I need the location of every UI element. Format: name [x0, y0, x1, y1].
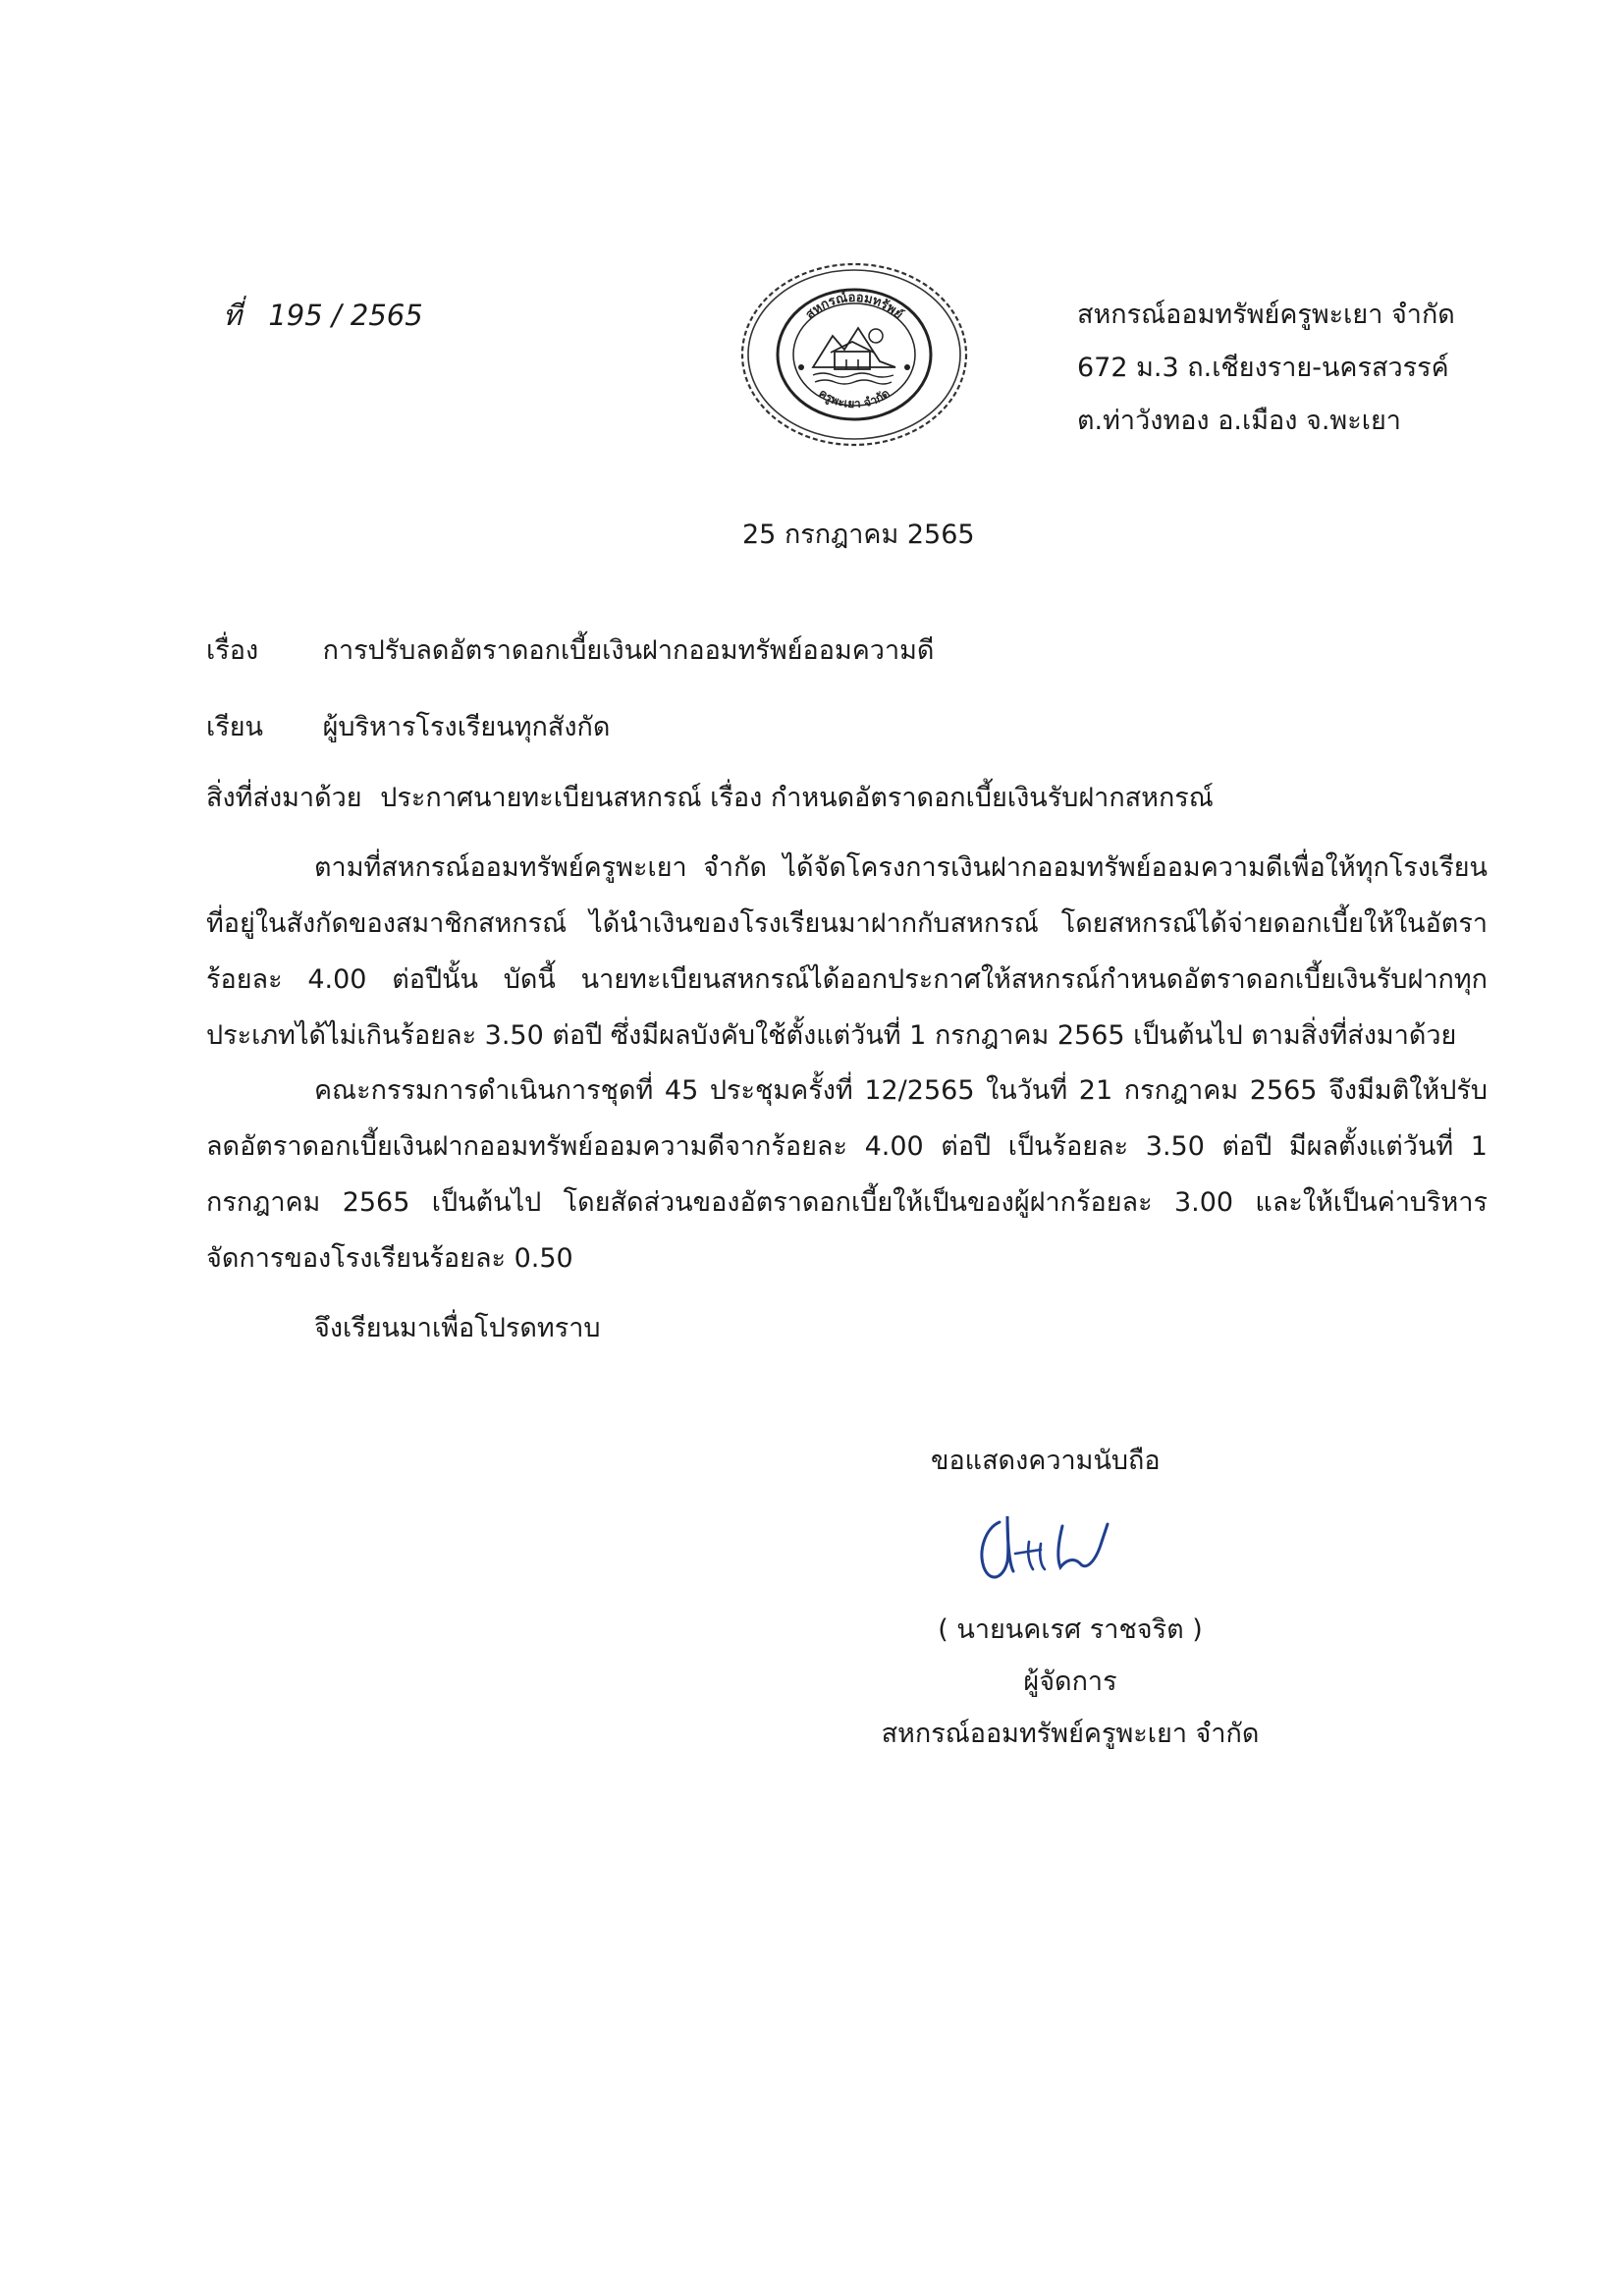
svg-text:สหกรณ์ออมทรัพย์: [803, 290, 906, 322]
signer-organization: สหกรณ์ออมทรัพย์ครูพะเยา จำกัด: [881, 1719, 1260, 1749]
cooperative-seal-icon: [736, 257, 972, 452]
signer-title: ผู้จัดการ: [1023, 1667, 1117, 1697]
enclosure-label: สิ่งที่ส่งมาด้วย: [206, 783, 362, 813]
subject-text: การปรับลดอัตราดอกเบี้ยเงินฝากออมทรัพย์ออมความดี: [322, 635, 935, 666]
document-number-value: 195 / 2565: [268, 299, 423, 332]
signature-block: [844, 1604, 1296, 1760]
seal-text-bottom: ครูพะเยา จำกัด: [816, 386, 893, 411]
body-paragraph-3: จึงเรียนมาเพื่อโปรดทราบ: [314, 1313, 601, 1343]
document-number: [223, 293, 423, 338]
signer-name: ( นายนคเรศ ราชจริต ): [938, 1614, 1203, 1645]
recipient-row: [206, 705, 610, 747]
document-number-label: ที่: [223, 299, 243, 332]
subject-label: เรื่อง: [206, 635, 259, 666]
svg-text:ครูพะเยา จำกัด: [816, 386, 893, 410]
enclosure-row: [206, 776, 1214, 818]
address-line-1: 672 ม.3 ถ.เชียงราย-นครสวรรค์: [1077, 353, 1449, 383]
closing-salutation: ขอแสดงความนับถือ: [931, 1446, 1161, 1476]
letter-date: 25 กรกฎาคม 2565: [742, 519, 975, 550]
signature-icon: [964, 1503, 1141, 1591]
organization-name: สหกรณ์ออมทรัพย์ครูพะเยา จำกัด: [1077, 300, 1455, 330]
body-paragraph-2: คณะกรรมการดำเนินการชุดที่ 45 ประชุมครั้งที่ 12/2565 ในวันที่ 21 กรกฎาคม 2565 จึงมีมติให้ปรับลดอัตราดอกเบี้ยเงินฝากออมทรัพย์ออมความดีจากร้อยละ 4.00 ต่อปี เป็นร้อยละ 3.50 ต่อปี มีผลตั้งแต่วันที่ 1 กรกฎาคม 2565 เป็นต้นไป โดยสัดส่วนของอัตราดอกเบี้ยให้เป็นของผู้ฝากร้อยละ 3.00 และให้เป็นค่าบริหารจัดการของโรงเรียนร้อยละ 0.50: [206, 1075, 1488, 1274]
recipient-label: เรียน: [206, 712, 264, 742]
subject-row: [206, 629, 934, 671]
body-paragraph-1: ตามที่สหกรณ์ออมทรัพย์ครูพะเยา จำกัด ได้จัดโครงการเงินฝากออมทรัพย์ออมความดีเพื่อให้ทุกโรงเรียนที่อยู่ในสังกัดของสมาชิกสหกรณ์ ได้นำเงินของโรงเรียนมาฝากกับสหกรณ์ โดยสหกรณ์ได้จ่ายดอกเบี้ยให้ในอัตราร้อยละ 4.00 ต่อปีนั้น บัดนี้ นายทะเบียนสหกรณ์ได้ออกประกาศให้สหกรณ์กำหนดอัตราดอกเบี้ยเงินรับฝากทุกประเภทได้ไม่เกินร้อยละ 3.50 ต่อปี ซึ่งมีผลบังคับใช้ตั้งแต่วันที่ 1 กรกฎาคม 2565 เป็นต้นไป ตามสิ่งที่ส่งมาด้วย: [206, 852, 1488, 1051]
seal-text-top: สหกรณ์ออมทรัพย์: [802, 290, 906, 323]
organization-address: [1077, 289, 1455, 448]
address-line-2: ต.ท่าวังทอง อ.เมือง จ.พะเยา: [1077, 406, 1401, 436]
enclosure-text: ประกาศนายทะเบียนสหกรณ์ เรื่อง กำหนดอัตราดอกเบี้ยเงินรับฝากสหกรณ์: [380, 783, 1214, 813]
recipient-text: ผู้บริหารโรงเรียนทุกสังกัด: [322, 712, 611, 742]
